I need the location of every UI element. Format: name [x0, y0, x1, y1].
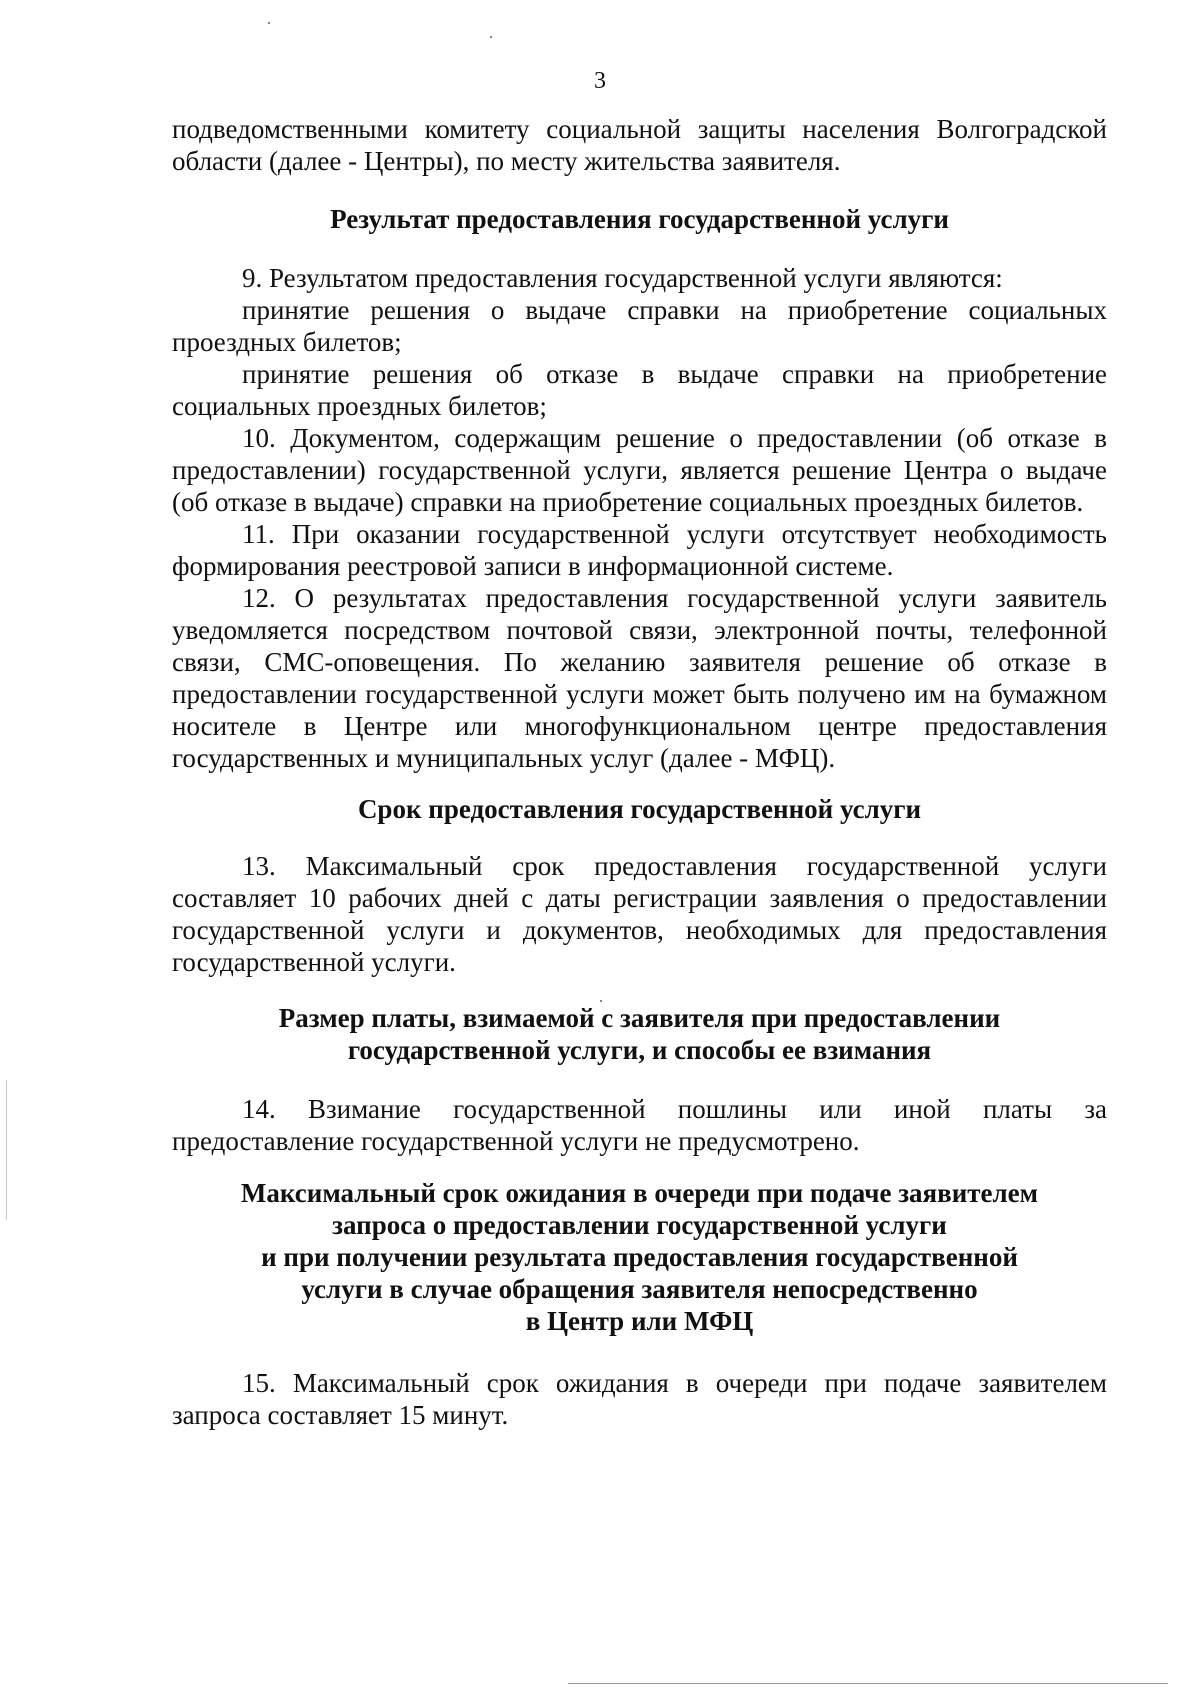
heading-queue-line-3: и при получении результата предоставления государственной — [261, 1242, 1018, 1272]
paragraph-13: 13. Максимальный срок предоставления государственной услуги составляет 10 рабочих дней с даты регистрации заявления о предоставлении государственной услуги и документов, необходимых для предоставления государственной услуги. — [172, 851, 1107, 977]
heading-fee-line-1: Размер платы, взимаемой с заявителя при предоставлении — [278, 1003, 1001, 1033]
heading-queue — [172, 1177, 1107, 1337]
continuation-text: подведомственными комитету социальной защиты населения Волгоградской области (далее - Центры), по месту жительства заявителя. — [172, 114, 1107, 176]
continuation-paragraph — [172, 113, 1107, 177]
paragraph-9-item-2: принятие решения об отказе в выдаче справки на приобретение социальных проездных билетов; — [172, 359, 1107, 421]
paragraph-12: 12. О результатах предоставления государственной услуги заявитель уведомляется посредством почтовой связи, электронной почты, телефонной связи, СМС-оповещения. По желанию заявителя решение об отказе в предоставлении государственной услуги может быть получено им на бумажном носителе в Центре или многофункциональном центре предоставления государственных и муниципальных услуг (далее - МФЦ). — [172, 583, 1107, 773]
scan-bottom-rule — [568, 1683, 1168, 1684]
section-result-body — [172, 262, 1107, 774]
heading-term — [172, 793, 1107, 825]
scan-speck — [490, 36, 492, 38]
scan-speck — [600, 1000, 602, 1002]
heading-result-text: Результат предоставления государственной услуги — [330, 204, 949, 234]
paragraph-9-item-1: принятие решения о выдаче справки на приобретение социальных проездных билетов; — [172, 295, 1107, 357]
paragraph-15: 15. Максимальный срок ожидания в очереди при подаче заявителем запроса составляет 15 минут. — [172, 1368, 1107, 1430]
section-term-body — [172, 850, 1107, 978]
heading-fee — [172, 1002, 1107, 1066]
heading-queue-line-5: в Центр или МФЦ — [525, 1306, 754, 1336]
paragraph-14: 14. Взимание государственной пошлины или иной платы за предоставление государственной услуги не предусмотрено. — [172, 1094, 1107, 1156]
scan-speck — [268, 22, 270, 24]
page-number: 3 — [594, 68, 606, 94]
heading-result — [172, 203, 1107, 235]
scan-margin-mark — [6, 1080, 7, 1220]
heading-fee-line-2: государственной услуги, и способы ее взимания — [347, 1035, 932, 1065]
heading-term-text: Срок предоставления государственной услуги — [357, 794, 922, 824]
heading-queue-line-1: Максимальный срок ожидания в очереди при подаче заявителем — [240, 1178, 1039, 1208]
paragraph-11: 11. При оказании государственной услуги отсутствует необходимость формирования реестровой записи в информационной системе. — [172, 519, 1107, 581]
section-fee-body — [172, 1093, 1107, 1157]
heading-queue-line-4: услуги в случае обращения заявителя непосредственно — [301, 1274, 978, 1304]
paragraph-9: 9. Результатом предоставления государственной услуги являются: — [242, 263, 1003, 293]
section-queue-body — [172, 1367, 1107, 1431]
heading-queue-line-2: запроса о предоставлении государственной услуги — [332, 1210, 947, 1240]
paragraph-10: 10. Документом, содержащим решение о предоставлении (об отказе в предоставлении) государственной услуги, является решение Центра о выдаче (об отказе в выдаче) справки на приобретение социальных проездных билетов. — [172, 423, 1107, 517]
